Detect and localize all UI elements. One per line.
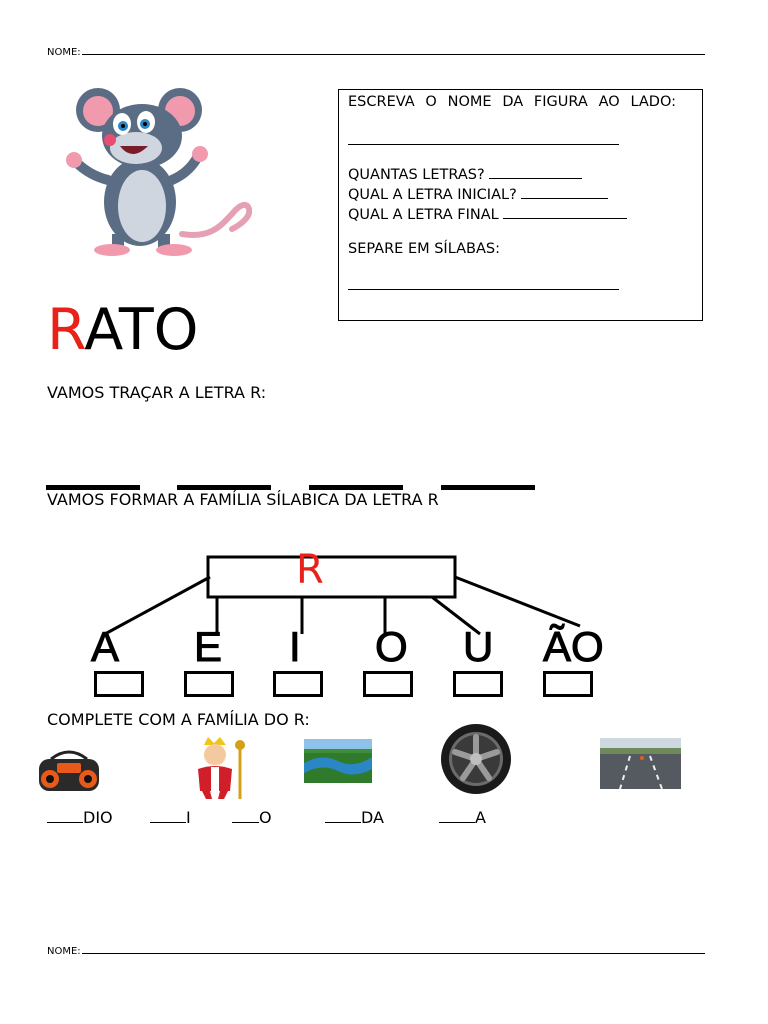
syllable-box[interactable] (184, 671, 234, 697)
vowel-u: U (463, 623, 494, 670)
q-syllables: SEPARE EM SÍLABAS: (348, 241, 500, 257)
word-blank[interactable] (47, 808, 83, 823)
vowel-a: A (91, 623, 120, 670)
name-blank[interactable] (82, 944, 705, 954)
complete-word-1: DIO (47, 808, 113, 828)
word-blank[interactable] (150, 808, 186, 823)
complete-word-5: A (439, 808, 486, 828)
vowel-e: E (194, 623, 223, 670)
family-heading: VAMOS FORMAR A FAMÍLIA SÍLABICA DA LETRA R (47, 490, 439, 509)
vowel-o: O (375, 623, 408, 670)
footer-name-line (47, 944, 705, 957)
vowel-i: I (289, 623, 301, 670)
word-first-letter: R (47, 297, 85, 363)
trace-heading: VAMOS TRAÇAR A LETRA R: (47, 383, 267, 402)
word-rest: ATO (84, 297, 199, 363)
word-blank[interactable] (439, 808, 475, 823)
q-letters: QUANTAS LETRAS? (348, 167, 485, 183)
syllable-box[interactable] (453, 671, 503, 697)
syllable-box[interactable] (543, 671, 593, 697)
radio-icon (37, 749, 101, 795)
complete-heading: COMPLETE COM A FAMÍLIA DO R: (47, 710, 310, 729)
complete-word-4: DA (325, 808, 384, 828)
complete-word-2: I (150, 808, 191, 828)
word-blank[interactable] (325, 808, 361, 823)
wheel-icon (437, 722, 515, 796)
syllable-box[interactable] (94, 671, 144, 697)
instruction-text: ESCREVA O NOME DA FIGURA AO LADO: (348, 94, 676, 110)
name-label: NOME: (47, 47, 81, 58)
family-center-letter: R (296, 547, 324, 593)
q-initial: QUAL A LETRA INICIAL? (348, 187, 517, 203)
street-icon (600, 738, 681, 789)
vowel-ao: ÃO (543, 623, 604, 670)
complete-word-3: O (232, 808, 272, 828)
syllable-box[interactable] (363, 671, 413, 697)
river-icon (304, 739, 372, 783)
q-final: QUAL A LETRA FINAL (348, 207, 499, 223)
name-label: NOME: (47, 946, 81, 957)
word-blank[interactable] (232, 808, 259, 823)
syllable-box[interactable] (273, 671, 323, 697)
king-icon (184, 735, 248, 801)
